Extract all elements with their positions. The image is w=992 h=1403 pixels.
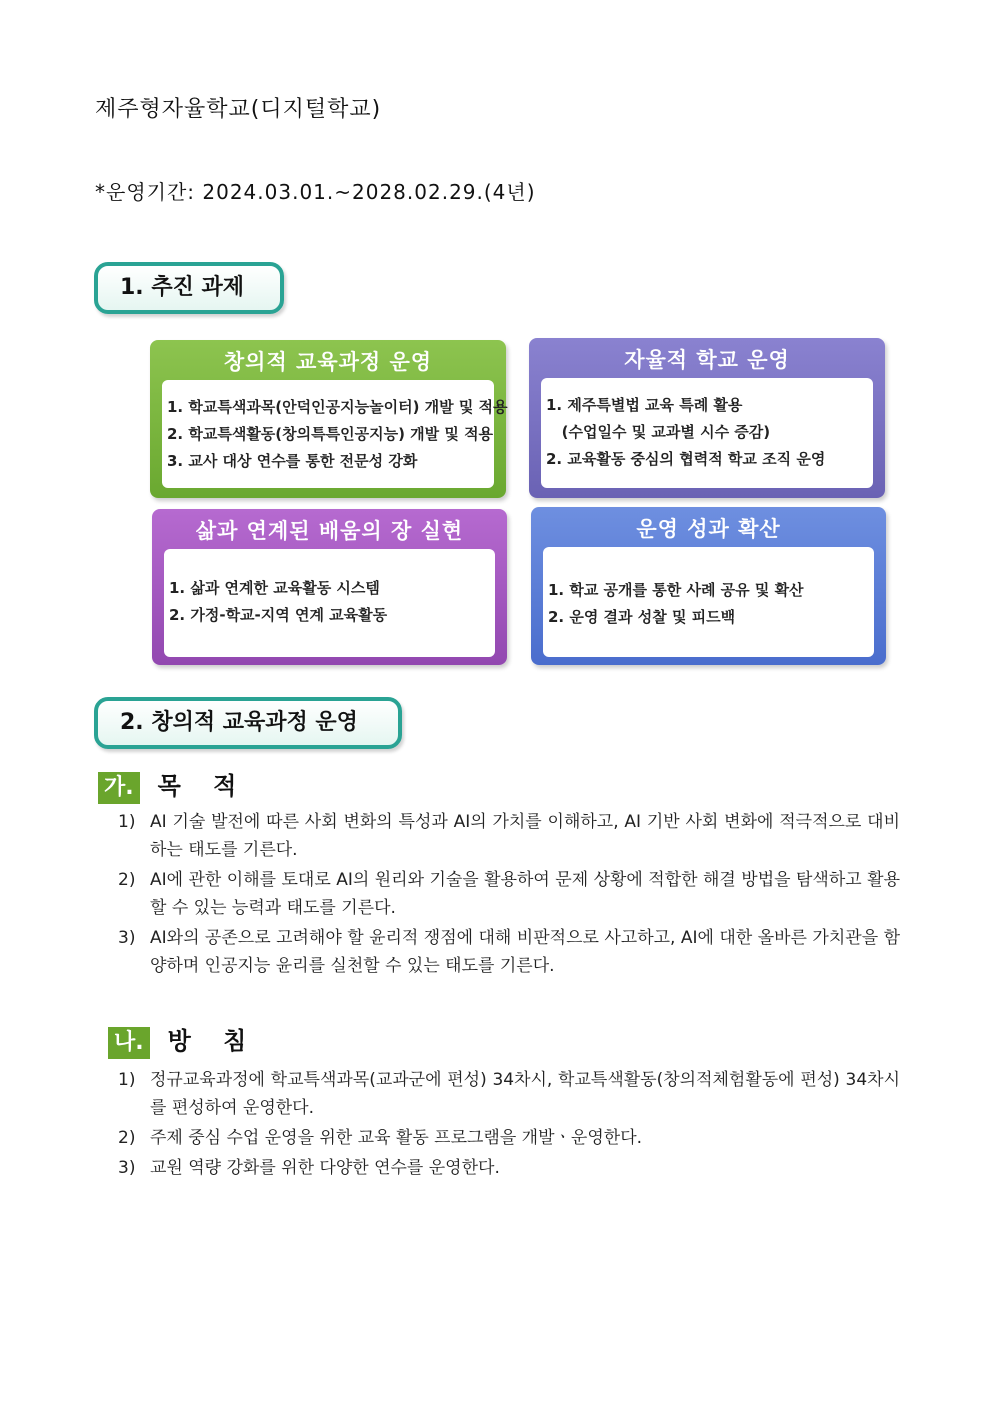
purpose-list	[118, 808, 900, 982]
subheading-policy	[108, 1021, 258, 1059]
list-item	[118, 1154, 900, 1182]
section-heading-tasks: 1. 추진 과제	[94, 262, 284, 314]
card-title: 삶과 연계된 배움의 장 실현	[195, 519, 464, 543]
item-text: AI와의 공존으로 고려해야 할 윤리적 쟁점에 대해 비판적으로 사고하고, AI에 대한 올바른 가치관을 함양하며 인공지능 윤리를 실천할 수 있는 태도를 기른다.	[150, 928, 900, 976]
list-item	[118, 808, 900, 864]
item-number: 2)	[118, 870, 136, 890]
subheading-tag: 나.	[108, 1027, 150, 1059]
subheading-tag: 가.	[98, 772, 140, 804]
card-item: 2. 가정-학교-지역 연계 교육활동	[169, 606, 388, 624]
card-item: 3. 교사 대상 연수를 통한 전문성 강화	[167, 452, 418, 470]
card-item: (수업일수 및 교과별 시수 증감)	[546, 423, 771, 441]
policy-list	[118, 1066, 900, 1184]
card-body	[541, 378, 873, 488]
card-body	[162, 380, 508, 488]
item-text: 정규교육과정에 학교특색과목(교과군에 편성) 34차시, 학교특색활동(창의적체험활동에 편성) 34차시를 편성하여 운영한다.	[150, 1070, 900, 1118]
item-number: 1)	[118, 812, 136, 832]
item-text: 주제 중심 수업 운영을 위한 교육 활동 프로그램을 개발ㆍ운영한다.	[150, 1128, 643, 1148]
card-item: 1. 제주특별법 교육 특례 활용	[546, 396, 743, 414]
card-item: 1. 학교 공개를 통한 사례 공유 및 확산	[548, 581, 804, 599]
card-creative-curriculum	[150, 340, 506, 498]
item-number: 3)	[118, 1158, 136, 1178]
card-autonomous-school	[529, 338, 885, 498]
item-number: 1)	[118, 1070, 136, 1090]
subheading-purpose	[98, 766, 248, 804]
card-life-learning	[152, 509, 507, 665]
subheading-text: 방 침	[167, 1027, 259, 1055]
item-text: AI 기술 발전에 따른 사회 변화의 특성과 AI의 가치를 이해하고, AI 기반 사회 변화에 적극적으로 대비하는 태도를 기른다.	[150, 812, 900, 860]
list-item	[118, 1066, 900, 1122]
item-text: AI에 관한 이해를 토대로 AI의 원리와 기술을 활용하여 문제 상황에 적합한 해결 방법을 탐색하고 활용할 수 있는 능력과 태도를 기른다.	[150, 870, 900, 918]
card-item: 1. 학교특색과목(안덕인공지능놀이터) 개발 및 적용	[167, 398, 508, 416]
section-heading-curriculum: 2. 창의적 교육과정 운영	[94, 697, 402, 749]
card-title: 자율적 학교 운영	[624, 348, 790, 372]
item-text: 교원 역량 강화를 위한 다양한 연수를 운영한다.	[150, 1158, 500, 1178]
card-title: 창의적 교육과정 운영	[223, 350, 433, 374]
document-title: 제주형자율학교(디지털학교)	[95, 97, 382, 122]
item-number: 3)	[118, 928, 136, 948]
card-item: 2. 운영 결과 성찰 및 피드백	[548, 608, 736, 626]
card-body	[543, 547, 874, 657]
list-item	[118, 1124, 900, 1152]
card-item: 2. 교육활동 중심의 협력적 학교 조직 운영	[546, 450, 826, 468]
subheading-text: 목 적	[157, 772, 249, 800]
card-body	[164, 549, 495, 657]
card-outcome-spread	[531, 507, 886, 665]
list-item	[118, 924, 900, 980]
card-item: 2. 학교특색활동(창의특특인공지능) 개발 및 적용	[167, 425, 494, 443]
item-number: 2)	[118, 1128, 136, 1148]
list-item	[118, 866, 900, 922]
card-item: 1. 삶과 연계한 교육활동 시스템	[169, 579, 380, 597]
card-title: 운영 성과 확산	[636, 517, 781, 541]
operation-period: *운영기간: 2024.03.01.~2028.02.29.(4년)	[95, 180, 536, 204]
